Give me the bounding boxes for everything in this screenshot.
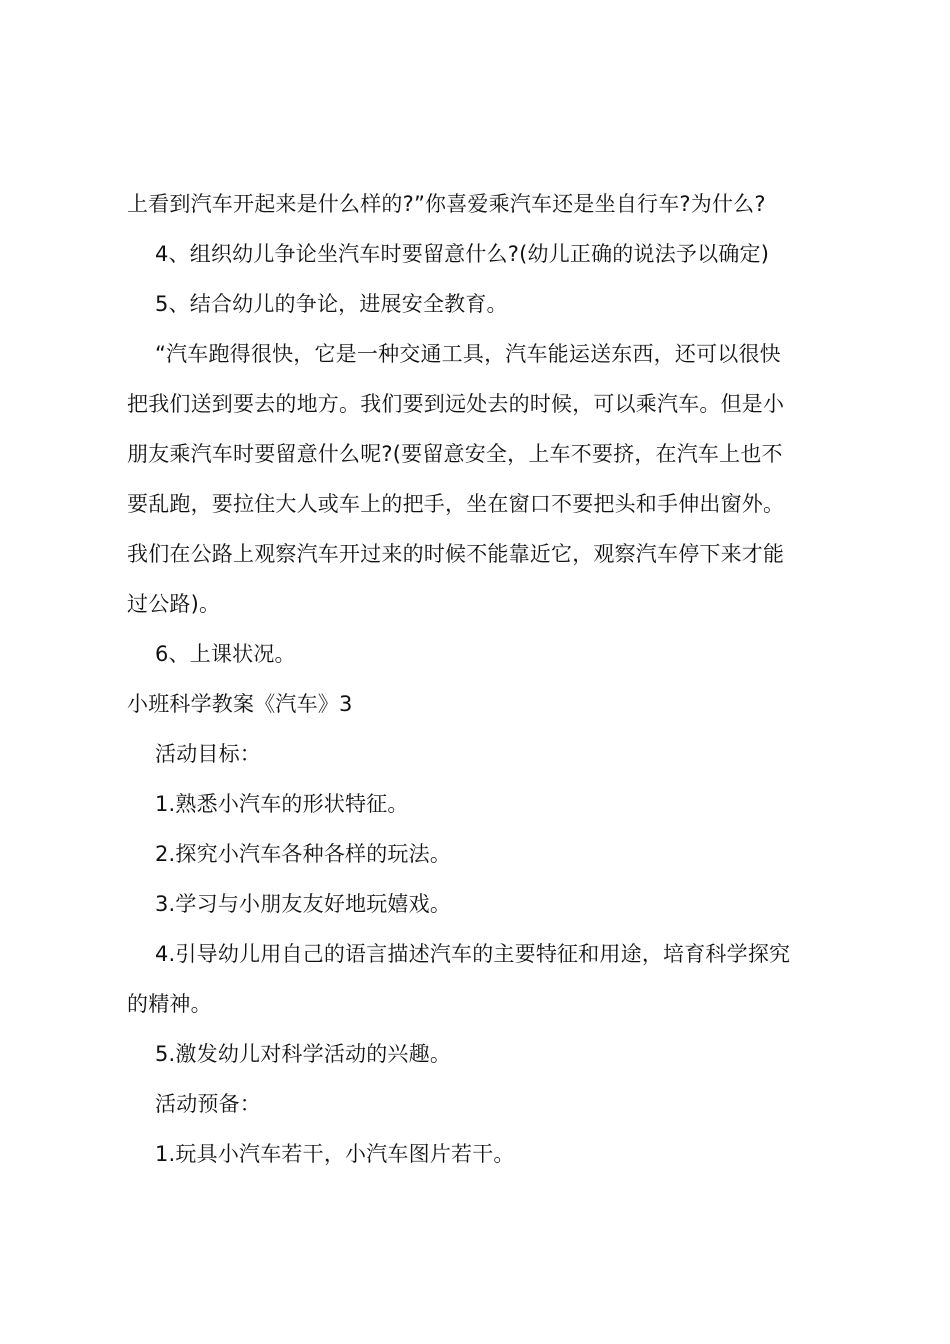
text-line-quote-start: “汽车跑得很快，它是一种交通工具，汽车能运送东西，还可以很快 [155, 342, 781, 366]
text-line-quote-5: 我们在公路上观察汽车开过来的时候不能靠近它，观察汽车停下来才能 [127, 542, 785, 566]
text-line-step-5: 5、结合幼儿的争论，进展安全教育。 [155, 292, 508, 316]
text-line-quote-3: 朋友乘汽车时要留意什么呢?(要留意安全，上车不要挤，在汽车上也不 [127, 442, 783, 466]
goal-item-5: 5.激发幼儿对科学活动的兴趣。 [155, 1042, 452, 1066]
section-heading: 小班科学教案《汽车》3 [127, 692, 353, 716]
goal-item-4: 4.引导幼儿用自己的语言描述汽车的主要特征和用途，培育科学探究 [155, 942, 791, 966]
preparation-item-1: 1.玩具小汽车若干，小汽车图片若干。 [155, 1142, 515, 1166]
subheading-activity-goals: 活动目标： [155, 742, 261, 766]
goal-item-2: 2.探究小汽车各种各样的玩法。 [155, 842, 452, 866]
goal-item-1: 1.熟悉小汽车的形状特征。 [155, 792, 409, 816]
text-line-quote-4: 要乱跑，要拉住大人或车上的把手，坐在窗口不要把头和手伸出窗外。 [127, 492, 785, 516]
text-line-quote-end: 过公路)。 [127, 592, 221, 616]
text-line-continued-question: 上看到汽车开起来是什么样的?”你喜爱乘汽车还是坐自行车?为什么? [127, 192, 766, 216]
goal-item-4-continued: 的精神。 [127, 992, 212, 1016]
text-line-step-4: 4、组织幼儿争论坐汽车时要留意什么?(幼儿正确的说法予以确定) [155, 242, 770, 266]
text-line-quote-2: 把我们送到要去的地方。我们要到远处去的时候，可以乘汽车。但是小 [127, 392, 785, 416]
goal-item-3: 3.学习与小朋友友好地玩嬉戏。 [155, 892, 452, 916]
subheading-activity-preparation: 活动预备： [155, 1092, 261, 1116]
text-line-step-6: 6、上课状况。 [155, 642, 296, 666]
